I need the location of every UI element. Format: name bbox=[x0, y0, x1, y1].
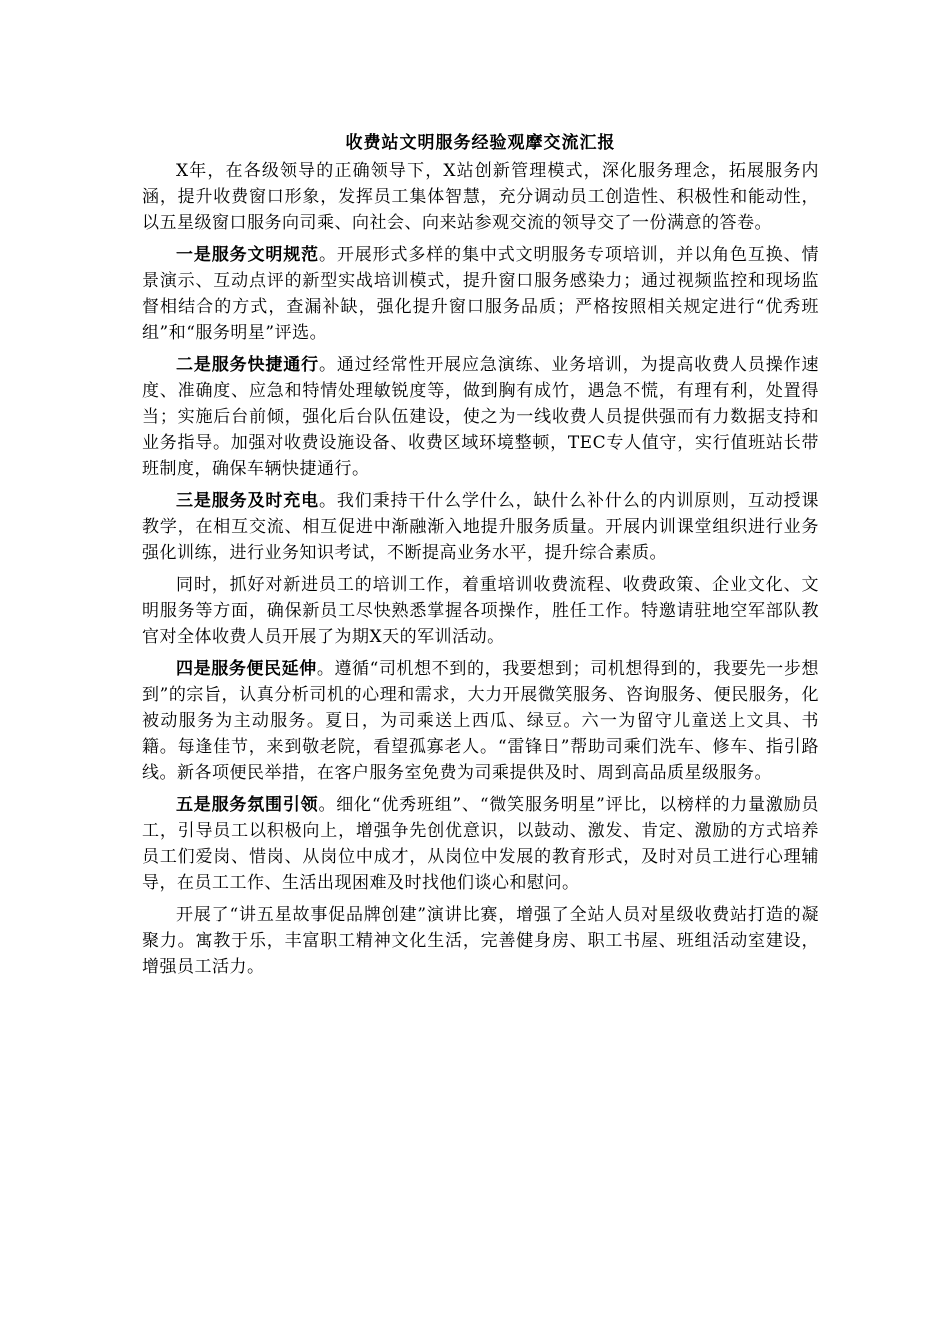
section-paragraph-5 bbox=[142, 656, 819, 786]
section-paragraph-7 bbox=[142, 902, 819, 980]
section-paragraph-1 bbox=[142, 242, 819, 346]
section-text: 。开展形式多样的集中式文明服务专项培训，并以角色互换、情景演示、互动点评的新型实战培训模式，提升窗口服务感染力；通过视频监控和现场监督相结合的方式，查漏补缺，强化提升窗口服务品质；严格按照相关规定进行“优秀班组”和“服务明星”评选。 bbox=[142, 245, 820, 343]
section-paragraph-6 bbox=[142, 792, 819, 896]
section-lead: 四是服务便民延伸 bbox=[176, 659, 317, 679]
section-lead: 五是服务氛围引领 bbox=[176, 795, 319, 815]
intro-paragraph: X年，在各级领导的正确领导下，X站创新管理模式，深化服务理念，拓展服务内涵，提升收费窗口形象，发挥员工集体智慧，充分调动员工创造性、积极性和能动性，以五星级窗口服务向司乘、向社会、向来站参观交流的领导交了一份满意的答卷。 bbox=[142, 161, 819, 233]
section-text: 同时，抓好对新进员工的培训工作，着重培训收费流程、收费政策、企业文化、文明服务等方面，确保新员工尽快熟悉掌握各项操作，胜任工作。特邀请驻地空军部队教官对全体收费人员开展了为期X天的军训活动。 bbox=[142, 575, 819, 647]
section-text: 开展了“讲五星故事促品牌创建”演讲比赛，增强了全站人员对星级收费站打造的凝聚力。寓教于乐，丰富职工精神文化生活，完善健身房、职工书屋、班组活动室建设，增强员工活力。 bbox=[142, 905, 819, 977]
section-text: 。我们秉持干什么学什么，缺什么补什么的内训原则，互动授课教学，在相互交流、相互促进中渐融渐入地提升服务质量。开展内训课堂组织进行业务强化训练，进行业务知识考试，不断提高业务水平，提升综合素质。 bbox=[142, 491, 820, 563]
section-text: 。细化“优秀班组”、“微笑服务明星”评比，以榜样的力量激励员工，引导员工以积极向上，增强争先创优意识，以鼓动、激发、肯定、激励的方式培养员工们爱岗、惜岗、从岗位中成才，从岗位中发展的教育形式，及时对员工进行心理辅导，在员工工作、生活出现困难及时找他们谈心和慰问。 bbox=[142, 795, 820, 893]
section-text: 。通过经常性开展应急演练、业务培训，为提高收费人员操作速度、准确度、应急和特情处理敏锐度等，做到胸有成竹，遇急不慌，有理有利，处置得当；实施后台前倾，强化后台队伍建设，使之为一线收费人员提供强而有力数据支持和业务指导。加强对收费设施设备、收费区域环境整顿，TEC专人值守，实行值班站长带班制度，确保车辆快捷通行。 bbox=[142, 355, 820, 479]
section-paragraph-2 bbox=[142, 352, 819, 482]
document-title: 收费站文明服务经验观摩交流汇报 bbox=[345, 133, 616, 153]
document-page bbox=[142, 130, 819, 986]
section-lead: 二是服务快捷通行 bbox=[176, 355, 319, 375]
section-paragraph-3 bbox=[142, 488, 819, 566]
section-lead: 一是服务文明规范 bbox=[176, 245, 319, 265]
section-lead: 三是服务及时充电 bbox=[176, 491, 319, 511]
section-paragraph-4 bbox=[142, 572, 819, 650]
section-text: 。遵循“司机想不到的，我要想到；司机想得到的，我要先一步想到”的宗旨，认真分析司机的心理和需求，大力开展微笑服务、咨询服务、便民服务，化被动服务为主动服务。夏日，为司乘送上西瓜、绿豆。六一为留守儿童送上文具、书籍。每逢佳节，来到敬老院，看望孤寡老人。“雷锋日”帮助司乘们洗车、修车、指引路线。新各项便民举措，在客户服务室免费为司乘提供及时、周到高品质星级服务。 bbox=[142, 659, 819, 783]
